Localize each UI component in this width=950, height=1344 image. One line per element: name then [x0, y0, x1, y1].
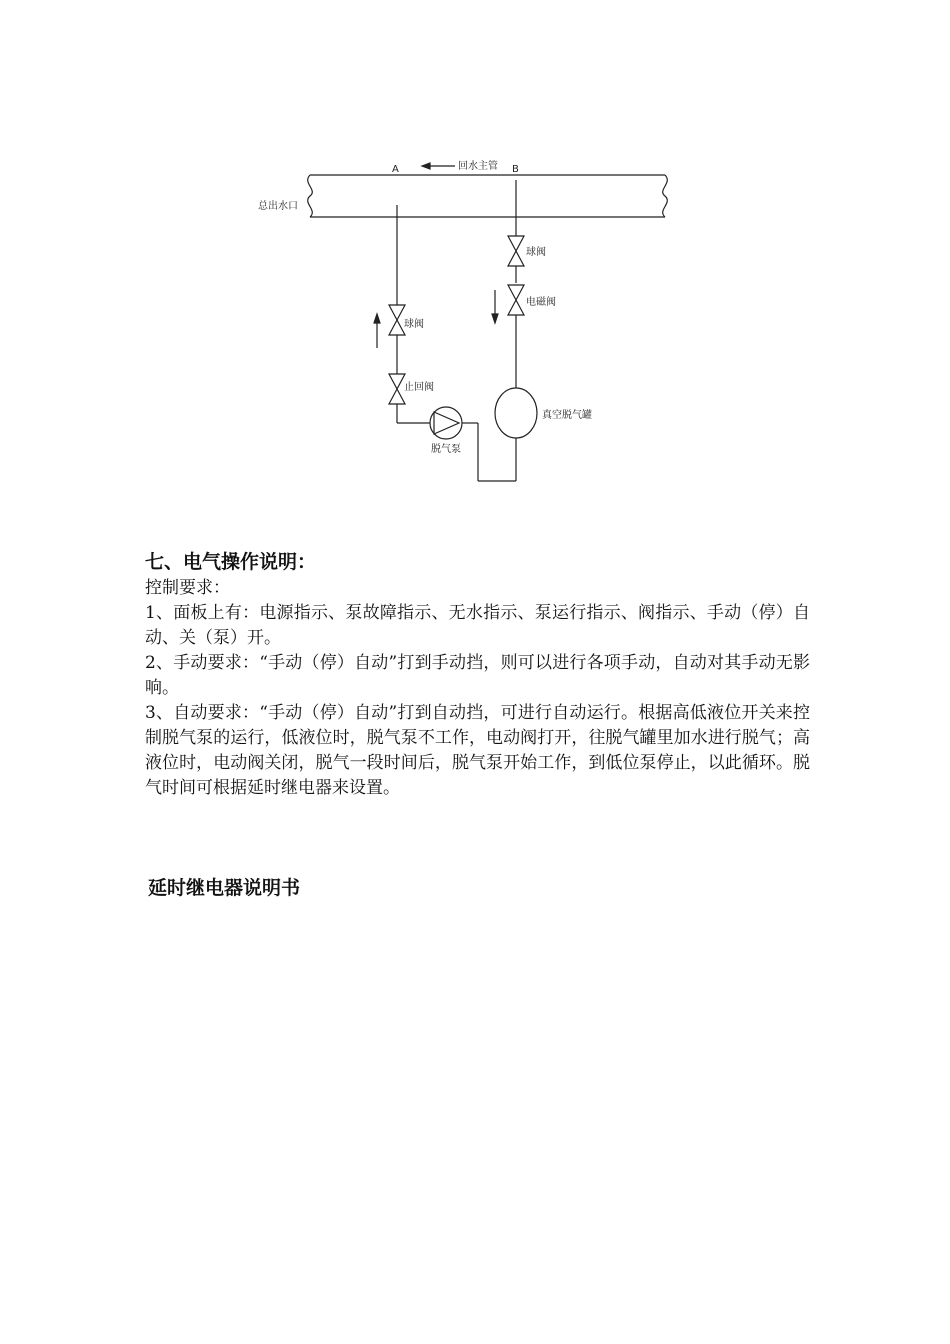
- point-b-label: B: [512, 164, 519, 175]
- main-outlet-label: 总出水口: [258, 201, 298, 212]
- vacuum-tank-label: 真空脱气罐: [542, 410, 592, 421]
- ball-valve-right-label: 球阀: [526, 247, 546, 258]
- solenoid-valve-label: 电磁阀: [526, 297, 556, 308]
- point-a-label: A: [392, 164, 399, 175]
- control-requirements-label: 控制要求：: [145, 578, 230, 598]
- ball-valve-left-icon: [389, 305, 405, 335]
- degas-pump-label: 脱气泵: [431, 444, 461, 455]
- up-flow-arrow: [374, 314, 380, 348]
- left-branch-pipe: [397, 205, 516, 481]
- ball-valve-left-label: 球阀: [404, 319, 424, 330]
- vacuum-tank-icon: [495, 388, 537, 438]
- check-valve-label: 止回阀: [404, 382, 434, 393]
- delay-relay-manual-title: 延时继电器说明书: [148, 877, 301, 899]
- return-flow-arrow: [422, 163, 455, 169]
- main-pipe: [308, 175, 668, 217]
- requirement-item-1: 1、面板上有：电源指示、泵故障指示、无水指示、泵运行指示、阀指示、手动（停）自动、关（泵）开。: [145, 603, 810, 648]
- electrical-operation-section: [145, 548, 810, 801]
- requirement-item-2: 2、手动要求：“手动（停）自动”打到手动挡，则可以进行各项手动，自动对其手动无影响。: [145, 653, 810, 698]
- degas-pump-icon: [430, 407, 462, 439]
- down-flow-arrow: [492, 290, 498, 323]
- piping-diagram: [0, 0, 950, 540]
- requirement-item-3: 3、自动要求：“手动（停）自动”打到自动挡，可进行自动运行。根据高低液位开关来控制脱气泵的运行，低液位时，脱气泵不工作，电动阀打开，往脱气罐里加水进行脱气；高液位时，电动阀关闭，脱气一段时间后，脱气泵开始工作，到低位泵停止，以此循环。脱气时间可根据延时继电器来设置。: [145, 703, 810, 798]
- solenoid-valve-icon: [508, 285, 524, 315]
- check-valve-icon: [389, 374, 405, 404]
- return-main-label: 回水主管: [458, 161, 498, 172]
- ball-valve-right-icon: [508, 236, 524, 266]
- section-heading: 七、电气操作说明：: [145, 551, 317, 573]
